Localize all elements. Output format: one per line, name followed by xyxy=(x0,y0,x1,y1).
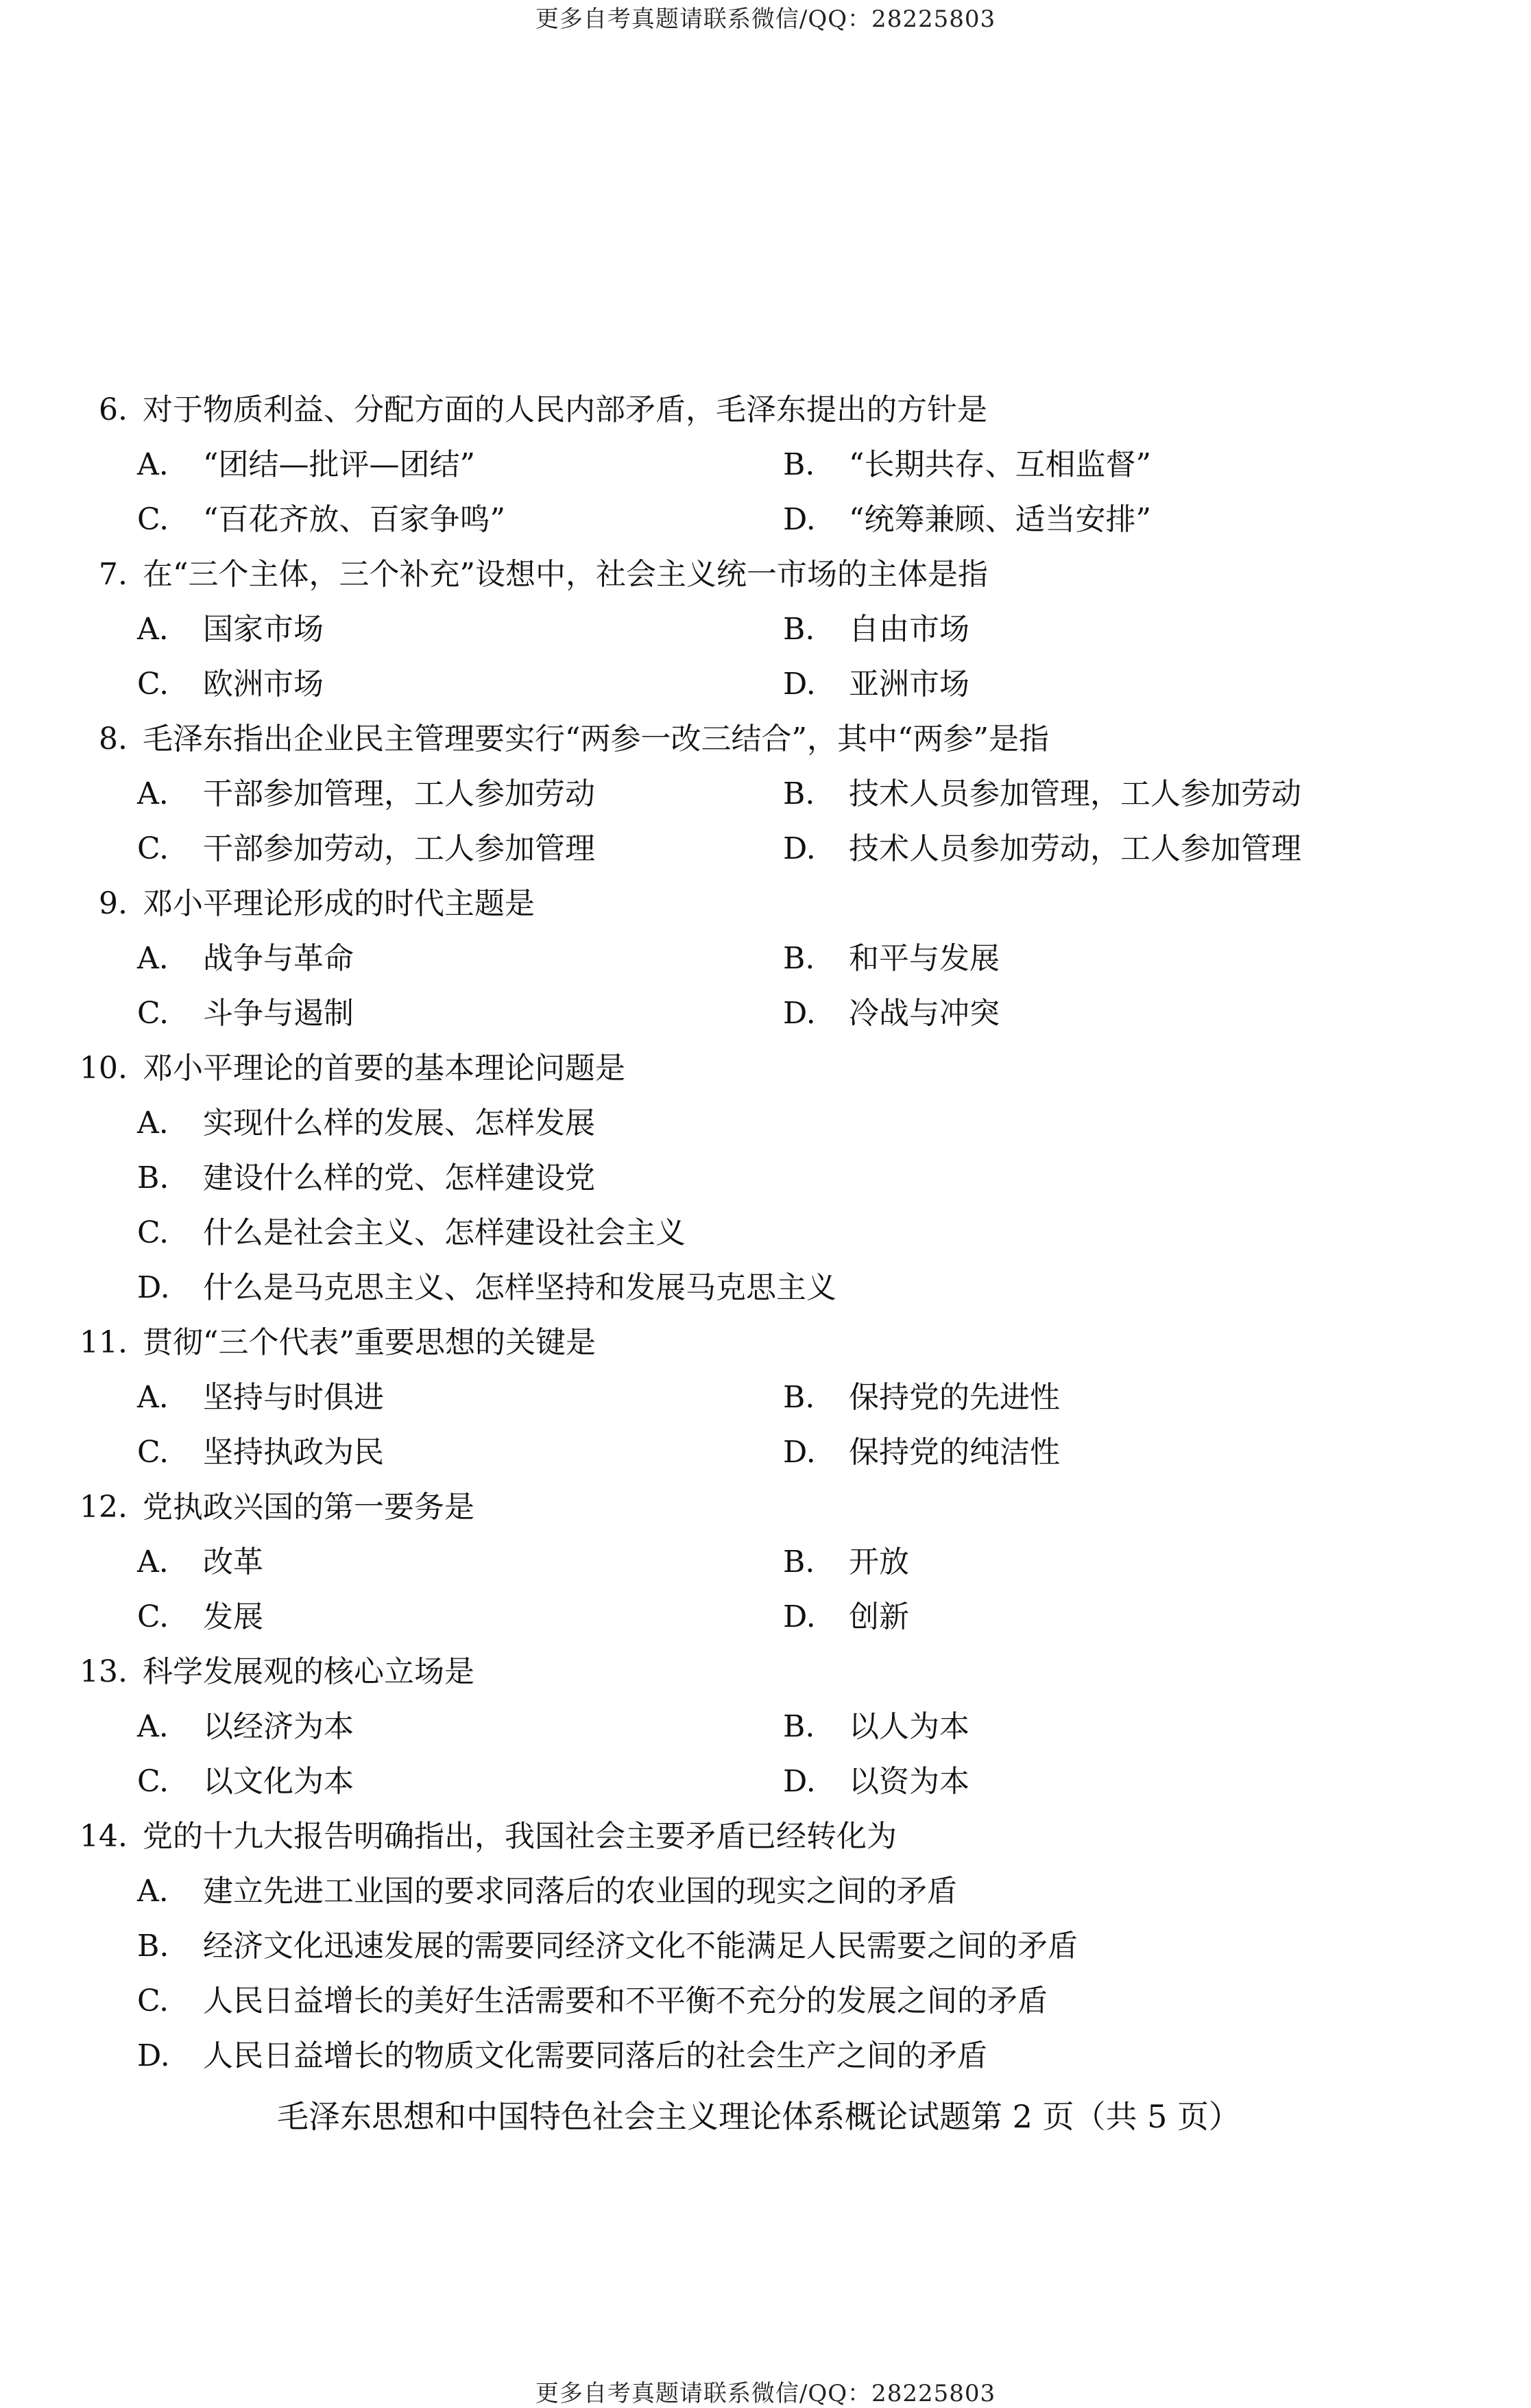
option-letter: C. xyxy=(137,502,169,537)
question-text: 贯彻“三个代表”重要思想的关键是 xyxy=(143,1325,596,1360)
answer-option xyxy=(137,1261,836,1315)
answer-option xyxy=(137,492,505,547)
option-text: 以资为本 xyxy=(849,1764,969,1799)
question-block xyxy=(0,547,1531,712)
question-number: 12. xyxy=(80,1490,128,1525)
option-text: 发展 xyxy=(203,1599,263,1634)
question-text: 邓小平理论形成的时代主题是 xyxy=(143,886,535,921)
question-stem xyxy=(0,877,1531,931)
question-block xyxy=(0,877,1531,1041)
answer-option xyxy=(137,602,324,657)
header-contact-banner: 更多自考真题请联系微信/QQ：28225803 xyxy=(535,5,996,33)
question-list xyxy=(0,383,1531,2084)
option-letter: C. xyxy=(137,996,169,1031)
option-text: 和平与发展 xyxy=(849,941,1000,976)
option-letter: D. xyxy=(783,667,816,702)
question-stem xyxy=(0,1809,1531,1864)
answer-option xyxy=(137,1096,595,1151)
option-text: “统筹兼顾、适当安排” xyxy=(849,502,1151,537)
question-number: 7. xyxy=(99,557,128,592)
option-text: 什么是马克思主义、怎样坚持和发展马克思主义 xyxy=(203,1270,836,1305)
answer-option xyxy=(783,822,1301,877)
option-row xyxy=(0,1370,1531,1425)
answer-option xyxy=(137,657,324,712)
answer-option xyxy=(783,1370,1060,1425)
option-text: “百花齐放、百家争鸣” xyxy=(203,502,505,537)
option-text: “团结—批评—团结” xyxy=(203,447,475,482)
answer-option xyxy=(137,1535,263,1590)
option-text: 坚持与时俱进 xyxy=(203,1380,384,1415)
question-stem xyxy=(0,383,1531,438)
option-text: 自由市场 xyxy=(849,612,969,647)
option-row xyxy=(0,1754,1531,1809)
answer-option xyxy=(137,1974,1048,2029)
answer-option xyxy=(137,1919,1078,1974)
answer-option xyxy=(783,657,969,712)
answer-option xyxy=(137,1754,354,1809)
answer-option xyxy=(783,1590,909,1645)
answer-option xyxy=(137,2029,987,2084)
option-text: 干部参加劳动，工人参加管理 xyxy=(203,831,595,866)
option-letter: A. xyxy=(137,941,169,976)
answer-option xyxy=(783,492,1151,547)
option-text: 以人为本 xyxy=(849,1709,969,1744)
option-text: 人民日益增长的物质文化需要同落后的社会生产之间的矛盾 xyxy=(203,2038,987,2073)
option-letter: A. xyxy=(137,1380,169,1415)
option-text: 以经济为本 xyxy=(203,1709,354,1744)
option-row xyxy=(0,1151,1531,1206)
answer-option xyxy=(137,1425,384,1480)
answer-option xyxy=(783,602,969,657)
option-text: 什么是社会主义、怎样建设社会主义 xyxy=(203,1215,686,1250)
question-block xyxy=(0,1480,1531,1645)
option-text: 干部参加管理，工人参加劳动 xyxy=(203,776,595,811)
footer-contact-banner: 更多自考真题请联系微信/QQ：28225803 xyxy=(535,2380,996,2407)
question-block xyxy=(0,1809,1531,2084)
question-text: 党执政兴国的第一要务是 xyxy=(143,1490,474,1525)
answer-option xyxy=(783,986,1000,1041)
option-text: 战争与革命 xyxy=(203,941,354,976)
option-text: 开放 xyxy=(849,1545,909,1579)
answer-option xyxy=(137,986,354,1041)
option-text: 经济文化迅速发展的需要同经济文化不能满足人民需要之间的矛盾 xyxy=(203,1929,1078,1964)
option-row xyxy=(0,1700,1531,1754)
answer-option xyxy=(137,438,475,492)
option-row xyxy=(0,986,1531,1041)
question-number: 14. xyxy=(80,1819,128,1854)
option-row xyxy=(0,438,1531,492)
page-footer-text: 毛泽东思想和中国特色社会主义理论体系概论试题第 2 页（共 5 页） xyxy=(276,2098,1241,2135)
answer-option xyxy=(783,1425,1060,1480)
option-text: 保持党的先进性 xyxy=(849,1380,1060,1415)
option-letter: B. xyxy=(783,1709,815,1744)
question-text: 科学发展观的核心立场是 xyxy=(143,1654,474,1689)
option-text: 人民日益增长的美好生活需要和不平衡不充分的发展之间的矛盾 xyxy=(203,1983,1048,2018)
option-letter: D. xyxy=(783,1764,816,1799)
option-text: 欧洲市场 xyxy=(203,667,324,702)
option-letter: B. xyxy=(783,612,815,647)
option-letter: A. xyxy=(137,1545,169,1579)
option-text: 保持党的纯洁性 xyxy=(849,1435,1060,1470)
option-text: 冷战与冲突 xyxy=(849,996,1000,1031)
option-text: 技术人员参加管理，工人参加劳动 xyxy=(849,776,1301,811)
question-text: 党的十九大报告明确指出，我国社会主要矛盾已经转化为 xyxy=(143,1819,897,1854)
option-letter: D. xyxy=(783,831,816,866)
option-letter: C. xyxy=(137,1435,169,1470)
option-row xyxy=(0,1425,1531,1480)
question-number: 13. xyxy=(80,1654,128,1689)
option-letter: D. xyxy=(137,1270,170,1305)
option-row xyxy=(0,931,1531,986)
option-letter: A. xyxy=(137,1874,169,1909)
option-letter: D. xyxy=(783,1599,816,1634)
option-letter: B. xyxy=(783,776,815,811)
option-letter: D. xyxy=(137,2038,170,2073)
option-row xyxy=(0,492,1531,547)
question-stem xyxy=(0,1315,1531,1370)
question-number: 9. xyxy=(99,886,128,921)
option-letter: B. xyxy=(137,1160,169,1195)
option-text: 以文化为本 xyxy=(203,1764,354,1799)
page-footer xyxy=(0,2089,1531,2144)
option-letter: C. xyxy=(137,667,169,702)
answer-option xyxy=(137,1590,263,1645)
question-block xyxy=(0,383,1531,547)
question-text: 邓小平理论的首要的基本理论问题是 xyxy=(143,1051,625,1086)
option-letter: B. xyxy=(137,1929,169,1964)
answer-option xyxy=(783,931,1000,986)
option-text: 国家市场 xyxy=(203,612,324,647)
answer-option xyxy=(783,767,1301,822)
option-letter: A. xyxy=(137,612,169,647)
question-number: 10. xyxy=(80,1051,128,1086)
option-text: “长期共存、互相监督” xyxy=(849,447,1151,482)
question-number: 11. xyxy=(80,1325,128,1360)
option-letter: C. xyxy=(137,1764,169,1799)
answer-option xyxy=(137,931,354,986)
option-row xyxy=(0,2029,1531,2084)
question-stem xyxy=(0,547,1531,602)
option-row xyxy=(0,1535,1531,1590)
question-text: 毛泽东指出企业民主管理要实行“两参一改三结合”，其中“两参”是指 xyxy=(143,722,1049,756)
option-letter: B. xyxy=(783,1380,815,1415)
option-text: 建立先进工业国的要求同落后的农业国的现实之间的矛盾 xyxy=(203,1874,957,1909)
option-letter: D. xyxy=(783,996,816,1031)
option-letter: B. xyxy=(783,941,815,976)
option-letter: A. xyxy=(137,1106,169,1141)
answer-option xyxy=(783,1535,909,1590)
option-row xyxy=(0,602,1531,657)
option-letter: C. xyxy=(137,831,169,866)
option-letter: A. xyxy=(137,447,169,482)
option-row xyxy=(0,1864,1531,1919)
option-letter: B. xyxy=(783,447,815,482)
option-text: 技术人员参加劳动，工人参加管理 xyxy=(849,831,1301,866)
option-row xyxy=(0,1919,1531,1974)
answer-option xyxy=(783,438,1151,492)
option-text: 坚持执政为民 xyxy=(203,1435,384,1470)
question-stem xyxy=(0,712,1531,767)
option-letter: A. xyxy=(137,776,169,811)
option-letter: C. xyxy=(137,1215,169,1250)
question-text: 在“三个主体，三个补充”设想中，社会主义统一市场的主体是指 xyxy=(143,557,988,592)
option-letter: B. xyxy=(783,1545,815,1579)
option-text: 斗争与遏制 xyxy=(203,996,354,1031)
option-row xyxy=(0,1590,1531,1645)
answer-option xyxy=(137,1151,595,1206)
answer-option xyxy=(137,1700,354,1754)
option-row xyxy=(0,1096,1531,1151)
question-number: 8. xyxy=(99,722,128,756)
option-row xyxy=(0,1261,1531,1315)
question-number: 6. xyxy=(99,392,128,427)
option-text: 创新 xyxy=(849,1599,909,1634)
option-letter: D. xyxy=(783,1435,816,1470)
option-row xyxy=(0,822,1531,877)
option-row xyxy=(0,657,1531,712)
question-stem xyxy=(0,1645,1531,1700)
option-text: 亚洲市场 xyxy=(849,667,969,702)
answer-option xyxy=(137,1864,957,1919)
option-row xyxy=(0,767,1531,822)
answer-option xyxy=(137,822,595,877)
question-block xyxy=(0,1041,1531,1315)
question-stem xyxy=(0,1041,1531,1096)
answer-option xyxy=(137,1370,384,1425)
question-block xyxy=(0,712,1531,877)
answer-option xyxy=(137,767,595,822)
option-text: 实现什么样的发展、怎样发展 xyxy=(203,1106,595,1141)
option-letter: C. xyxy=(137,1599,169,1634)
option-letter: A. xyxy=(137,1709,169,1744)
question-block xyxy=(0,1645,1531,1809)
option-letter: D. xyxy=(783,502,816,537)
option-letter: C. xyxy=(137,1983,169,2018)
option-row xyxy=(0,1974,1531,2029)
option-text: 改革 xyxy=(203,1545,263,1579)
question-block xyxy=(0,1315,1531,1480)
option-text: 建设什么样的党、怎样建设党 xyxy=(203,1160,595,1195)
answer-option xyxy=(783,1700,969,1754)
option-row xyxy=(0,1206,1531,1261)
answer-option xyxy=(137,1206,686,1261)
question-text: 对于物质利益、分配方面的人民内部矛盾，毛泽东提出的方针是 xyxy=(143,392,987,427)
question-stem xyxy=(0,1480,1531,1535)
answer-option xyxy=(783,1754,969,1809)
